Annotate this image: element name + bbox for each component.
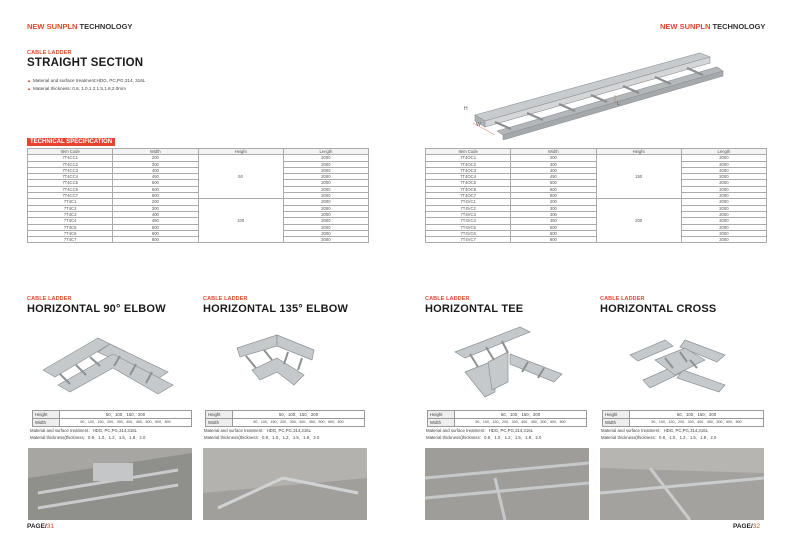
material-treatment: Material and surface treatment：HDG, PC,PG,314,316L: [30, 428, 137, 433]
table-row: 7T4VC5 500 2000: [426, 224, 767, 230]
horizontal-cross-image: [625, 330, 735, 400]
table-row: 7T4CC2 300 2000: [28, 161, 369, 167]
product-title-tee: HORIZONTAL TEE: [425, 303, 524, 315]
height-group-cell: 50: [198, 155, 283, 199]
table-row: 7T4C4 450 2000: [28, 218, 369, 224]
height-values: 50、100、150、200: [60, 411, 192, 419]
table-row: 7T4OC3 400 2000: [426, 167, 767, 173]
straight-bullet-1: ▲ Material and surface treatment:HDG, PC,PG,314, 316L: [27, 78, 146, 83]
width-label: Width: [33, 419, 60, 427]
page-number-right: PAGE/32: [733, 523, 760, 530]
table-row: 7T4CC5 500 2000: [28, 180, 369, 186]
material-thickness: Material thickness(thickness：0.8、1.0、1.2、1.5、1.8、2.0: [204, 435, 320, 440]
table-row: 7T4OC6 600 2000: [426, 186, 767, 192]
spec-mini-135-elbow: [205, 410, 365, 427]
table-row: 7T4CC6 600 2000: [28, 186, 369, 192]
product-title-cross: HORIZONTAL CROSS: [600, 303, 717, 315]
spec-mini-tee: [427, 410, 587, 427]
table-row: 7T4VC1 200 200 2000: [426, 199, 767, 205]
height-label: Height: [428, 411, 455, 419]
col-width: Width: [511, 149, 596, 155]
straight-title: STRAIGHT SECTION: [27, 57, 144, 69]
width-values: 50、100、150、200、300、400、450、500、600、800: [455, 419, 587, 427]
brand-name-dark: TECHNOLOGY: [79, 22, 133, 31]
height-values: 50、100、150、200: [630, 411, 764, 419]
height-group-cell: 150: [596, 155, 681, 199]
table-row: 7T4OC7 800 2000: [426, 193, 767, 199]
col-item-code: Item Code: [28, 149, 113, 155]
horizontal-90-elbow-image: [38, 330, 188, 405]
width-label: Width: [603, 419, 630, 427]
installation-photo-cross: [600, 448, 764, 520]
table-row: 7T4C6 600 2000: [28, 230, 369, 236]
brand-name-red: NEW SUNPLN: [660, 22, 711, 31]
horizontal-tee-image: [450, 322, 570, 400]
spec-mini-90-elbow: [32, 410, 192, 427]
product-kicker: CABLE LADDER: [27, 296, 72, 302]
page-number-left: PAGE/31: [27, 523, 54, 530]
installation-photo-135-elbow: [203, 448, 367, 520]
table-row: 7T4VC6 600 2000: [426, 230, 767, 236]
table-row: 7T4VC7 800 2000: [426, 237, 767, 243]
product-title-135-elbow: HORIZONTAL 135° ELBOW: [203, 303, 349, 315]
straight-bullet-2: ▲ Material thickness: 0.8, 1.0,1.2,1.5,1.8,2.0mm: [27, 86, 126, 91]
col-height: Height: [596, 149, 681, 155]
material-treatment: Material and surface treatment：HDG, PC,PG,314,316L: [204, 428, 311, 433]
dim-h-label: H: [464, 106, 468, 112]
straight-kicker: CABLE LADDER: [27, 50, 72, 56]
table-row: 7T4CC7 800 2000: [28, 193, 369, 199]
table-row: 7T4CC1 200 50 2000: [28, 155, 369, 161]
width-values: 50、100、150、200、300、400、450、500、600、800: [630, 419, 764, 427]
spec-table-left: [27, 148, 369, 243]
product-kicker: CABLE LADDER: [203, 296, 248, 302]
col-width: Width: [113, 149, 198, 155]
brand-right: [660, 22, 765, 31]
tech-spec-heading: TECHNICAL SPECIFICATION: [27, 138, 115, 146]
table-row: 7T4VC4 450 2000: [426, 218, 767, 224]
height-group-cell: 200: [596, 199, 681, 243]
dim-w-label: W: [476, 122, 481, 128]
brand-name-red: NEW SUNPLN: [27, 22, 78, 31]
table-row: 7T4OC2 300 2000: [426, 161, 767, 167]
table-row: 7T4C3 400 2000: [28, 211, 369, 217]
material-thickness: Material thickness(thickness：0.8、1.0、1.2、1.5、1.8、2.0: [601, 435, 717, 440]
product-kicker: CABLE LADDER: [425, 296, 470, 302]
table-row: 7T4C5 500 2000: [28, 224, 369, 230]
height-label: Height: [206, 411, 233, 419]
product-title-90-elbow: HORIZONTAL 90° ELBOW: [27, 303, 166, 315]
table-row: 7T4OC4 450 2000: [426, 174, 767, 180]
table-row: 7T4OC5 500 2000: [426, 180, 767, 186]
material-treatment: Material and surface treatment：HDG, PC,PG,314,316L: [426, 428, 533, 433]
table-row: 7T4CC4 450 2000: [28, 174, 369, 180]
material-thickness: Material thickness(thickness：0.8、1.0、1.2、1.5、1.8、2.0: [426, 435, 542, 440]
height-label: Height: [603, 411, 630, 419]
table-row: 7T4C1 200 100 2000: [28, 199, 369, 205]
horizontal-135-elbow-image: [232, 330, 322, 395]
installation-photo-90-elbow: [28, 448, 192, 520]
width-values: 50、100、150、200、300、400、450、500、600、800: [60, 419, 192, 427]
table-row: 7T4OC1 200 150 2000: [426, 155, 767, 161]
material-treatment: Material and surface treatment：HDG, PC,PG,314,316L: [601, 428, 708, 433]
height-group-cell: 100: [198, 199, 283, 243]
table-row: 7T4C2 300 2000: [28, 205, 369, 211]
table-row: 7T4VC3 400 2000: [426, 211, 767, 217]
product-kicker: CABLE LADDER: [600, 296, 645, 302]
spec-table-right: [425, 148, 767, 243]
installation-photo-tee: [425, 448, 589, 520]
width-label: Width: [206, 419, 233, 427]
brand-name-dark: TECHNOLOGY: [712, 22, 766, 31]
dim-l-label: L: [617, 101, 620, 107]
width-values: 50、100、150、200、300、400、450、500、600、800: [233, 419, 365, 427]
height-values: 50、100、150、200: [233, 411, 365, 419]
col-item-code: Item Code: [426, 149, 511, 155]
col-length: Length: [681, 149, 766, 155]
col-height: Height: [198, 149, 283, 155]
table-row: 7T4C7 800 2000: [28, 237, 369, 243]
width-label: Width: [428, 419, 455, 427]
spec-mini-cross: [602, 410, 764, 427]
height-values: 50、100、150、200: [455, 411, 587, 419]
col-length: Length: [283, 149, 368, 155]
brand-left: [27, 22, 132, 31]
table-row: 7T4CC3 400 2000: [28, 167, 369, 173]
height-label: Height: [33, 411, 60, 419]
material-thickness: Material thickness(thickness：0.8、1.0、1.2、1.5、1.8、2.0: [30, 435, 146, 440]
straight-ladder-image: [455, 45, 725, 140]
table-row: 7T4VC2 300 2000: [426, 205, 767, 211]
